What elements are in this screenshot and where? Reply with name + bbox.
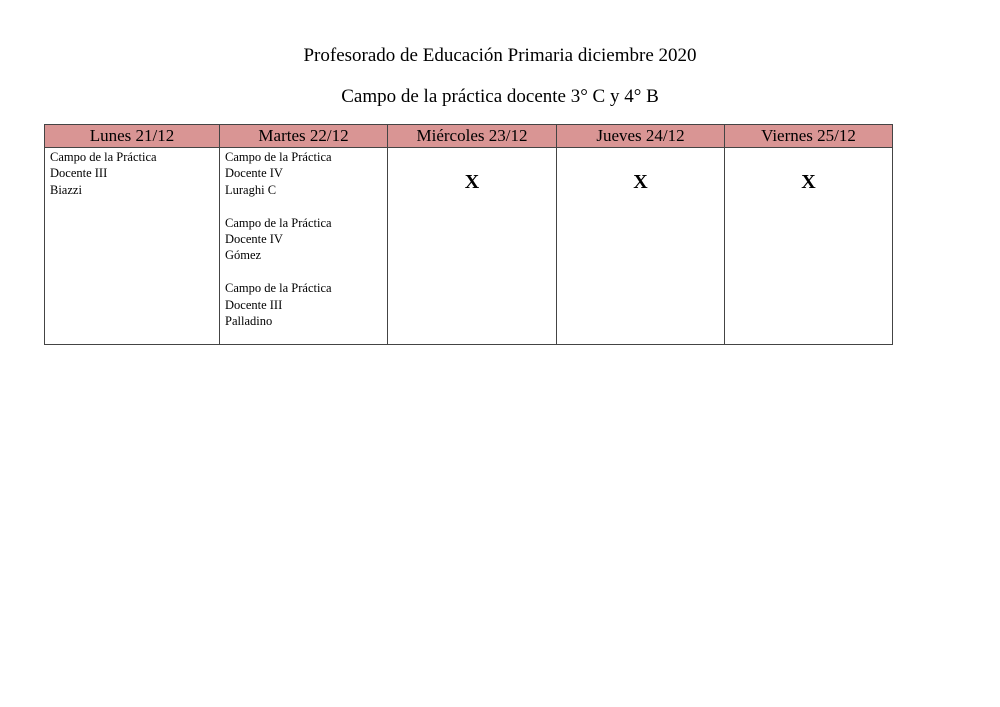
day-cell-miercoles xyxy=(388,148,557,345)
entry-subject: Campo de la Práctica xyxy=(225,150,332,164)
class-entry xyxy=(225,280,382,329)
day-header-lunes: Lunes 21/12 xyxy=(45,125,220,148)
no-class-mark: X xyxy=(633,171,648,193)
class-entry xyxy=(225,149,382,198)
entry-level: Docente IV xyxy=(225,166,283,181)
day-header-martes: Martes 22/12 xyxy=(220,125,388,148)
entry-level: Docente III xyxy=(225,297,283,312)
schedule-header-row xyxy=(45,125,893,148)
entry-teacher: Gómez xyxy=(225,248,262,263)
entry-subject: Campo de la Práctica xyxy=(50,150,157,164)
entry-teacher: Luraghi C xyxy=(225,182,277,197)
day-cell-viernes xyxy=(725,148,893,345)
document-title: Profesorado de Educación Primaria diciembre 2020 xyxy=(303,45,697,66)
entry-subject: Campo de la Práctica xyxy=(225,281,332,296)
day-header-miercoles: Miércoles 23/12 xyxy=(388,125,557,148)
entry-level: Docente III xyxy=(50,166,108,181)
document-subtitle: Campo de la práctica docente 3° C y 4° B xyxy=(341,86,659,107)
class-entry xyxy=(225,215,382,264)
day-cell-lunes xyxy=(45,148,220,345)
entry-subject: Campo de la Práctica xyxy=(225,215,332,230)
class-entry xyxy=(50,149,214,198)
entry-teacher: Biazzi xyxy=(50,182,82,197)
day-header-jueves: Jueves 24/12 xyxy=(557,125,725,148)
day-cell-jueves xyxy=(557,148,725,345)
no-class-mark: X xyxy=(464,171,480,193)
day-header-viernes: Viernes 25/12 xyxy=(725,125,893,148)
entry-level: Docente IV xyxy=(225,232,283,247)
schedule-body-row xyxy=(45,148,893,345)
entry-teacher: Palladino xyxy=(225,314,273,329)
no-class-mark: X xyxy=(801,171,816,193)
day-cell-martes xyxy=(220,148,388,345)
schedule-table xyxy=(44,124,893,345)
